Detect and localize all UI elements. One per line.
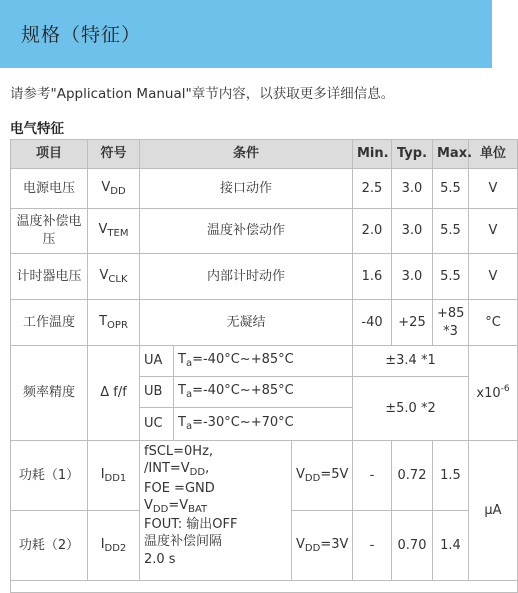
row-condition: 无凝结 [140,300,353,346]
table-row [11,346,518,377]
grade-ub-uc-value: ±5.0 *2 [353,377,469,441]
power-2-voltage: $V_{DD}=3V$ [292,511,353,581]
table-row [11,441,518,511]
row-symbol: $T_{OPR}$ [88,300,140,346]
row-min: - [353,511,392,581]
row-unit: °C [469,300,518,346]
row-min: 2.5 [353,169,392,209]
reference-note: 请参考"Application Manual"章节内容，以获取更多详细信息。 [10,86,395,102]
row-condition: 内部计时动作 [140,254,353,300]
row-min: -40 [353,300,392,346]
row-condition: 温度补偿动作 [140,209,353,254]
col-header-unit: 单位 [469,140,518,169]
row-unit: $x10^{-6}$ [469,346,518,441]
grade-uc-condition: $T_a=-30^\circ C\sim+70^\circ C$ [174,408,353,441]
row-unit: V [469,169,518,209]
row-typ: +25 [392,300,433,346]
row-max: 1.4 [433,511,469,581]
row-unit: V [469,209,518,254]
row-max: 5.5 [433,209,469,254]
electrical-spec-table [10,139,518,593]
grade-ub: UB [140,377,174,408]
table-row [11,254,518,300]
row-typ: 3.0 [392,209,433,254]
row-max: 1.5 [433,441,469,511]
row-max: +85 *3 [433,300,469,346]
power-1-voltage: $V_{DD}=5V$ [292,441,353,511]
row-min: 1.6 [353,254,392,300]
col-header-max: Max. [433,140,469,169]
row-max: 5.5 [433,254,469,300]
row-symbol: $I_{DD2}$ [88,511,140,581]
row-item: 工作温度 [11,300,88,346]
row-unit: μA [469,441,518,581]
row-condition: 接口动作 [140,169,353,209]
row-min: 2.0 [353,209,392,254]
row-item: 计时器电压 [11,254,88,300]
col-header-condition: 条件 [140,140,353,169]
row-item: 温度补偿电压 [11,209,88,254]
row-item: 电源电压 [11,169,88,209]
col-header-min: Min. [353,140,392,169]
section-title: 电气特征 [10,121,64,137]
row-symbol: $V_{TEM}$ [88,209,140,254]
grade-ua-value: ±3.4 *1 [353,346,469,377]
header-band [0,0,492,68]
col-header-item: 项目 [11,140,88,169]
row-min: - [353,441,392,511]
row-max: 5.5 [433,169,469,209]
table-header-row [11,140,518,169]
col-header-symbol: 符号 [88,140,140,169]
table-row [11,169,518,209]
row-typ: 0.70 [392,511,433,581]
row-symbol: Δ f/f [88,346,140,441]
row-item: 功耗（1） [11,441,88,511]
row-typ: 0.72 [392,441,433,511]
row-symbol: $I_{DD1}$ [88,441,140,511]
grade-ua-condition: $T_a=-40^\circ C\sim+85^\circ C$ [174,346,353,377]
row-typ: 3.0 [392,254,433,300]
table-row [11,209,518,254]
row-unit: V [469,254,518,300]
row-symbol: $V_{DD}$ [88,169,140,209]
table-row [11,581,518,593]
grade-ua: UA [140,346,174,377]
row-item: 功耗（2） [11,511,88,581]
grade-ub-condition: $T_a=-40^\circ C\sim+85^\circ C$ [174,377,353,408]
col-header-typ: Typ. [392,140,433,169]
table-row [11,300,518,346]
grade-uc: UC [140,408,174,441]
row-symbol: $V_{CLK}$ [88,254,140,300]
row-typ: 3.0 [392,169,433,209]
page-title: 规格（特征） [21,24,142,46]
power-condition: fSCL=0Hz, $/INT=V_{DD}$, FOE =GND $V_{DD}=V_{BAT}$ FOUT: 输出OFF 温度补偿间隔 2.0 s [140,441,292,581]
row-item: 频率精度 [11,346,88,441]
